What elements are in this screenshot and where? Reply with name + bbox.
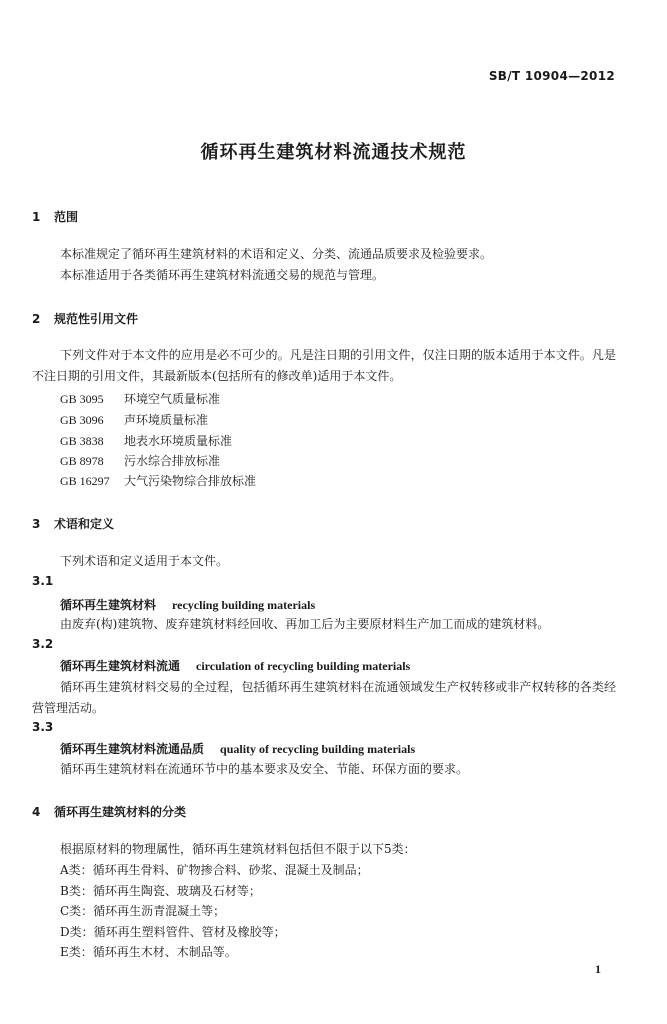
section-title: 规范性引用文件 bbox=[54, 312, 139, 326]
document-title: 循环再生建筑材料流通技术规范 bbox=[200, 142, 467, 163]
paragraph: 根据原材料的物理属性，循环再生建筑材料包括但不限于以下5类： bbox=[60, 842, 416, 856]
term-heading bbox=[60, 596, 315, 613]
term-definition: 由废弃(构)建筑物、废弃建筑材料经回收、再加工后为主要原材料生产加工而成的建筑材料。 bbox=[60, 617, 550, 631]
section-number: 1 bbox=[32, 210, 41, 224]
reference-code: GB 8978 bbox=[60, 454, 104, 468]
reference-code: GB 3096 bbox=[60, 413, 104, 427]
page-number: 1 bbox=[595, 962, 601, 976]
paragraph: 下列文件对于本文件的应用是必不可少的。凡是注日期的引用文件，仅注日期的版本适用于本文件。凡是不注日期的引用文件，其最新版本(包括所有的修改单)适用于本文件。 bbox=[32, 348, 616, 383]
class-item: A类：循环再生骨料、矿物掺合料、砂浆、混凝土及制品； bbox=[60, 863, 369, 877]
term-number: 3.2 bbox=[32, 637, 54, 651]
term-chinese: 循环再生建筑材料流通 bbox=[60, 659, 181, 673]
class-item: D类：循环再生塑料管件、管材及橡胶等； bbox=[60, 925, 286, 939]
reference-code: GB 16297 bbox=[60, 474, 110, 488]
paragraph: 本标准规定了循环再生建筑材料的术语和定义、分类、流通品质要求及检验要求。 bbox=[60, 247, 493, 261]
reference-code: GB 3838 bbox=[60, 434, 104, 448]
class-item: C类：循环再生沥青混凝土等； bbox=[60, 904, 226, 918]
term-number: 3.1 bbox=[32, 574, 54, 588]
term-english: circulation of recycling building materials bbox=[196, 659, 411, 673]
term-definition: 循环再生建筑材料交易的全过程，包括循环再生建筑材料在流通领域发生产权转移或非产权转移的各类经营管理活动。 bbox=[32, 680, 616, 715]
term-heading bbox=[60, 740, 415, 757]
paragraph: 本标准适用于各类循环再生建筑材料流通交易的规范与管理。 bbox=[60, 268, 385, 282]
section-number: 2 bbox=[32, 312, 41, 326]
section-title: 术语和定义 bbox=[54, 517, 115, 531]
term-heading bbox=[60, 657, 410, 674]
section-number: 4 bbox=[32, 805, 41, 819]
reference-code: GB 3095 bbox=[60, 392, 104, 406]
section-2-heading bbox=[32, 310, 138, 327]
term-english: quality of recycling building materials bbox=[220, 742, 416, 756]
term-chinese: 循环再生建筑材料 bbox=[60, 598, 157, 612]
reference-item bbox=[60, 432, 232, 449]
reference-name: 声环境质量标准 bbox=[124, 413, 209, 427]
term-english: recycling building materials bbox=[172, 598, 316, 612]
term-number: 3.3 bbox=[32, 720, 54, 734]
class-item: E类：循环再生木材、木制品等。 bbox=[60, 945, 237, 959]
reference-item bbox=[60, 411, 208, 428]
reference-item bbox=[60, 472, 256, 489]
section-3-heading bbox=[32, 515, 114, 532]
reference-name: 地表水环境质量标准 bbox=[124, 434, 233, 448]
section-title: 循环再生建筑材料的分类 bbox=[54, 805, 187, 819]
section-number: 3 bbox=[32, 517, 41, 531]
term-chinese: 循环再生建筑材料流通品质 bbox=[60, 742, 205, 756]
section-title: 范围 bbox=[54, 210, 79, 224]
reference-name: 污水综合排放标准 bbox=[124, 454, 221, 468]
section-4-heading bbox=[32, 803, 186, 820]
class-item: B类：循环再生陶瓷、玻璃及石材等； bbox=[60, 884, 261, 898]
term-definition: 循环再生建筑材料在流通环节中的基本要求及安全、节能、环保方面的要求。 bbox=[60, 762, 469, 776]
section-1-heading bbox=[32, 208, 78, 225]
paragraph: 下列术语和定义适用于本文件。 bbox=[60, 554, 229, 568]
reference-item bbox=[60, 390, 220, 407]
reference-name: 大气污染物综合排放标准 bbox=[124, 474, 257, 488]
reference-item bbox=[60, 452, 220, 469]
reference-name: 环境空气质量标准 bbox=[124, 392, 221, 406]
standard-number: SB/T 10904—2012 bbox=[488, 69, 615, 83]
